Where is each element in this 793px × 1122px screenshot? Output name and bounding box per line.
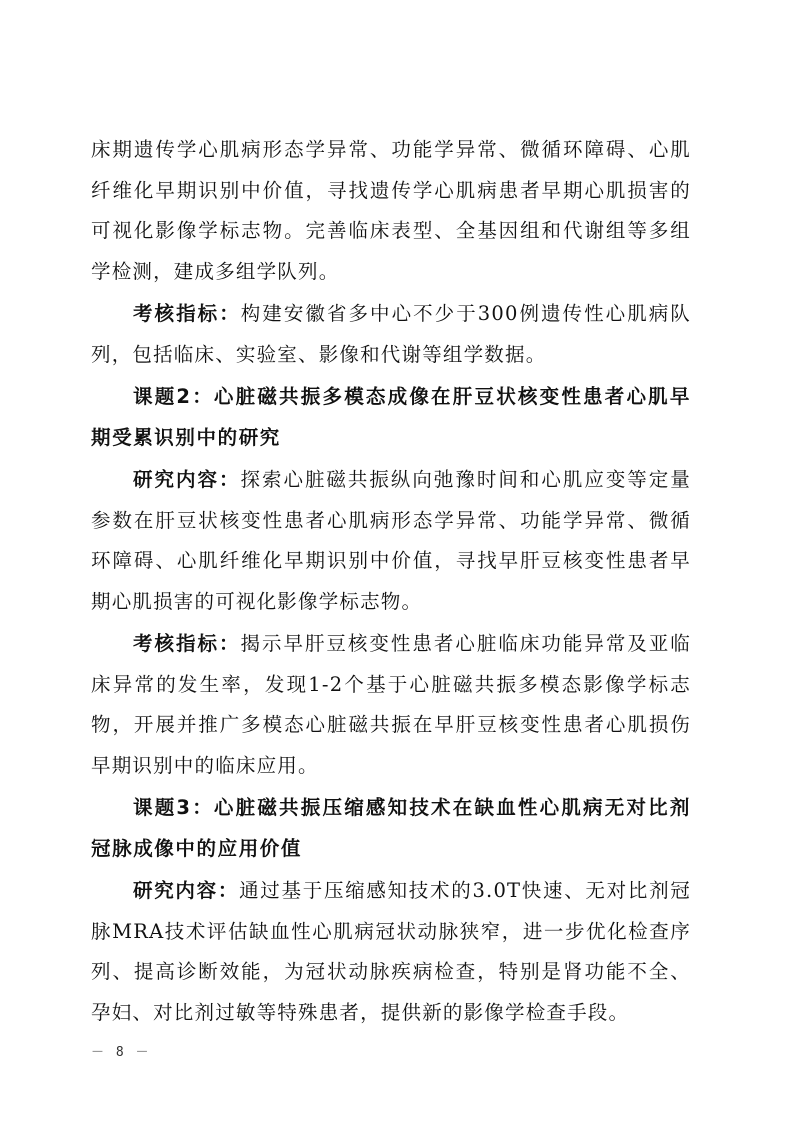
- document-body: [91, 130, 691, 1033]
- assessment-text: 构建安徽省多中心不少于300例遗传性心肌病队列，包括临床、实验室、影像和代谢等组学数据。: [91, 302, 691, 366]
- page-number: － 8 －: [91, 1045, 151, 1060]
- assessment-paragraph-2: [91, 624, 691, 786]
- assessment-label: 考核指标：: [133, 632, 241, 655]
- subject-2-title: 课题2：心脏磁共振多模态成像在肝豆状核变性患者心肌早期受累识别中的研究: [91, 385, 691, 449]
- assessment-paragraph-1: [91, 294, 691, 375]
- research-text: 通过基于压缩感知技术的3.0T快速、无对比剂冠脉MRA技术评估缺血性心肌病冠状动脉狭窄，进一步优化检查序列、提高诊断效能，为冠状动脉疾病检查，特别是肾功能不全、孕妇、对比剂过敏等特殊患者，提供新的影像学检查手段。: [91, 879, 691, 1024]
- assessment-label: 考核指标：: [133, 302, 241, 325]
- research-text: 探索心脏磁共振纵向弛豫时间和心肌应变等定量参数在肝豆状核变性患者心肌病形态学异常、功能学异常、微循环障碍、心肌纤维化早期识别中价值，寻找早肝豆核变性患者早期心肌损害的可视化影像学标志物。: [91, 468, 691, 613]
- research-label: 研究内容：: [133, 879, 240, 902]
- subject-3-title: 课题3：心脏磁共振压缩感知技术在缺血性心肌病无对比剂冠脉成像中的应用价值: [91, 796, 691, 860]
- paragraph-continuation: 床期遗传学心肌病形态学异常、功能学异常、微循环障碍、心肌纤维化早期识别中价值，寻找遗传学心肌病患者早期心肌损害的可视化影像学标志物。完善临床表型、全基因组和代谢组等多组学检测，建成多组学队列。: [91, 138, 691, 283]
- assessment-text: 揭示早肝豆核变性患者心脏临床功能异常及亚临床异常的发生率，发现1-2个基于心脏磁共振多模态影像学标志物，开展并推广多模态心脏磁共振在早肝豆核变性患者心肌损伤早期识别中的临床应用。: [91, 632, 691, 777]
- research-paragraph-2: [91, 460, 691, 622]
- research-label: 研究内容：: [133, 468, 241, 491]
- research-paragraph-3: [91, 871, 691, 1033]
